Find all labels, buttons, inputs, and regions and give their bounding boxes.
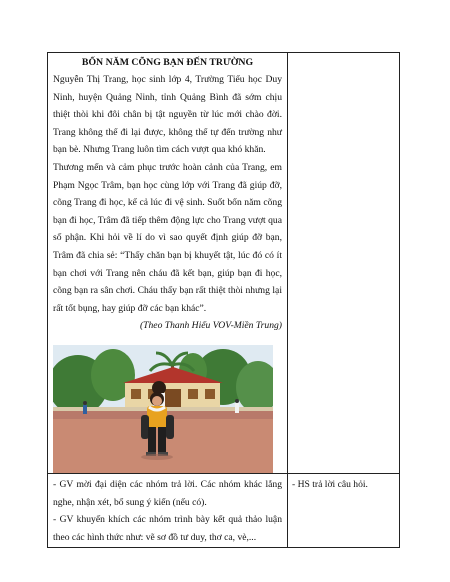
- student-activity-item: - HS trả lời câu hỏi.: [292, 478, 368, 490]
- lesson-table: [47, 52, 400, 548]
- student-activity-cell: [288, 473, 400, 547]
- story-cell: [48, 53, 288, 474]
- photo-girl-carrying-friend-icon: [53, 345, 273, 473]
- teacher-activity-item: - GV mời đại diện các nhóm trả lời. Các nhóm khác lắng nghe, nhận xét, bổ sung ý kiến (nếu có).: [53, 478, 282, 508]
- story-title: BỐN NĂM CÕNG BẠN ĐẾN TRƯỜNG: [81, 57, 254, 68]
- story-source: (Theo Thanh Hiếu VOV-Miền Trung): [139, 320, 282, 332]
- story-photo: [53, 345, 273, 473]
- story-paragraph: Nguyễn Thị Trang, học sinh lớp 4, Trường Tiểu học Duy Ninh, huyện Quảng Ninh, tỉnh Quảng Bình đã sớm chịu thiệt thòi khi đôi chân bị tật nguyền từ lúc mới chào đời. Trang không thể đi lại được, không thể tự đến trường như bạn bè. Nhưng Trang luôn tìm cách vượt qua khó khăn.: [53, 74, 282, 156]
- story-paragraph: Thương mến và cảm phục trước hoàn cảnh của Trang, em Phạm Ngọc Trâm, bạn học cùng lớp với Trang đã giúp đỡ, cõng Trang đi học, kể cả lúc đi vệ sinh. Suốt bốn năm cõng bạn đi học, Trâm đã tiếp thêm động lực cho Trang vượt qua số phận. Khi hỏi về lí do vì sao quyết định giúp đỡ bạn, Trâm đã chia sẻ: “Thấy chăn bạn bị khuyết tật, lúc đó có ít bạn chơi với Trang nên cháu đã kết bạn, giúp bạn đi học, cõng bạn ra sân chơi. Cháu thấy bạn rất thiệt thòi nhưng lại rất tốt bụng, hay giúp đỡ các bạn khác”.: [53, 161, 282, 314]
- teacher-activity-cell: [48, 473, 288, 547]
- table-row: [48, 473, 400, 547]
- empty-cell: [288, 53, 400, 474]
- teacher-activity-item: - GV khuyến khích các nhóm trình bày kết quả thảo luận theo các hình thức như: vẽ sơ đồ tư duy, thơ ca, vè,...: [53, 514, 282, 543]
- table-row: [48, 53, 400, 474]
